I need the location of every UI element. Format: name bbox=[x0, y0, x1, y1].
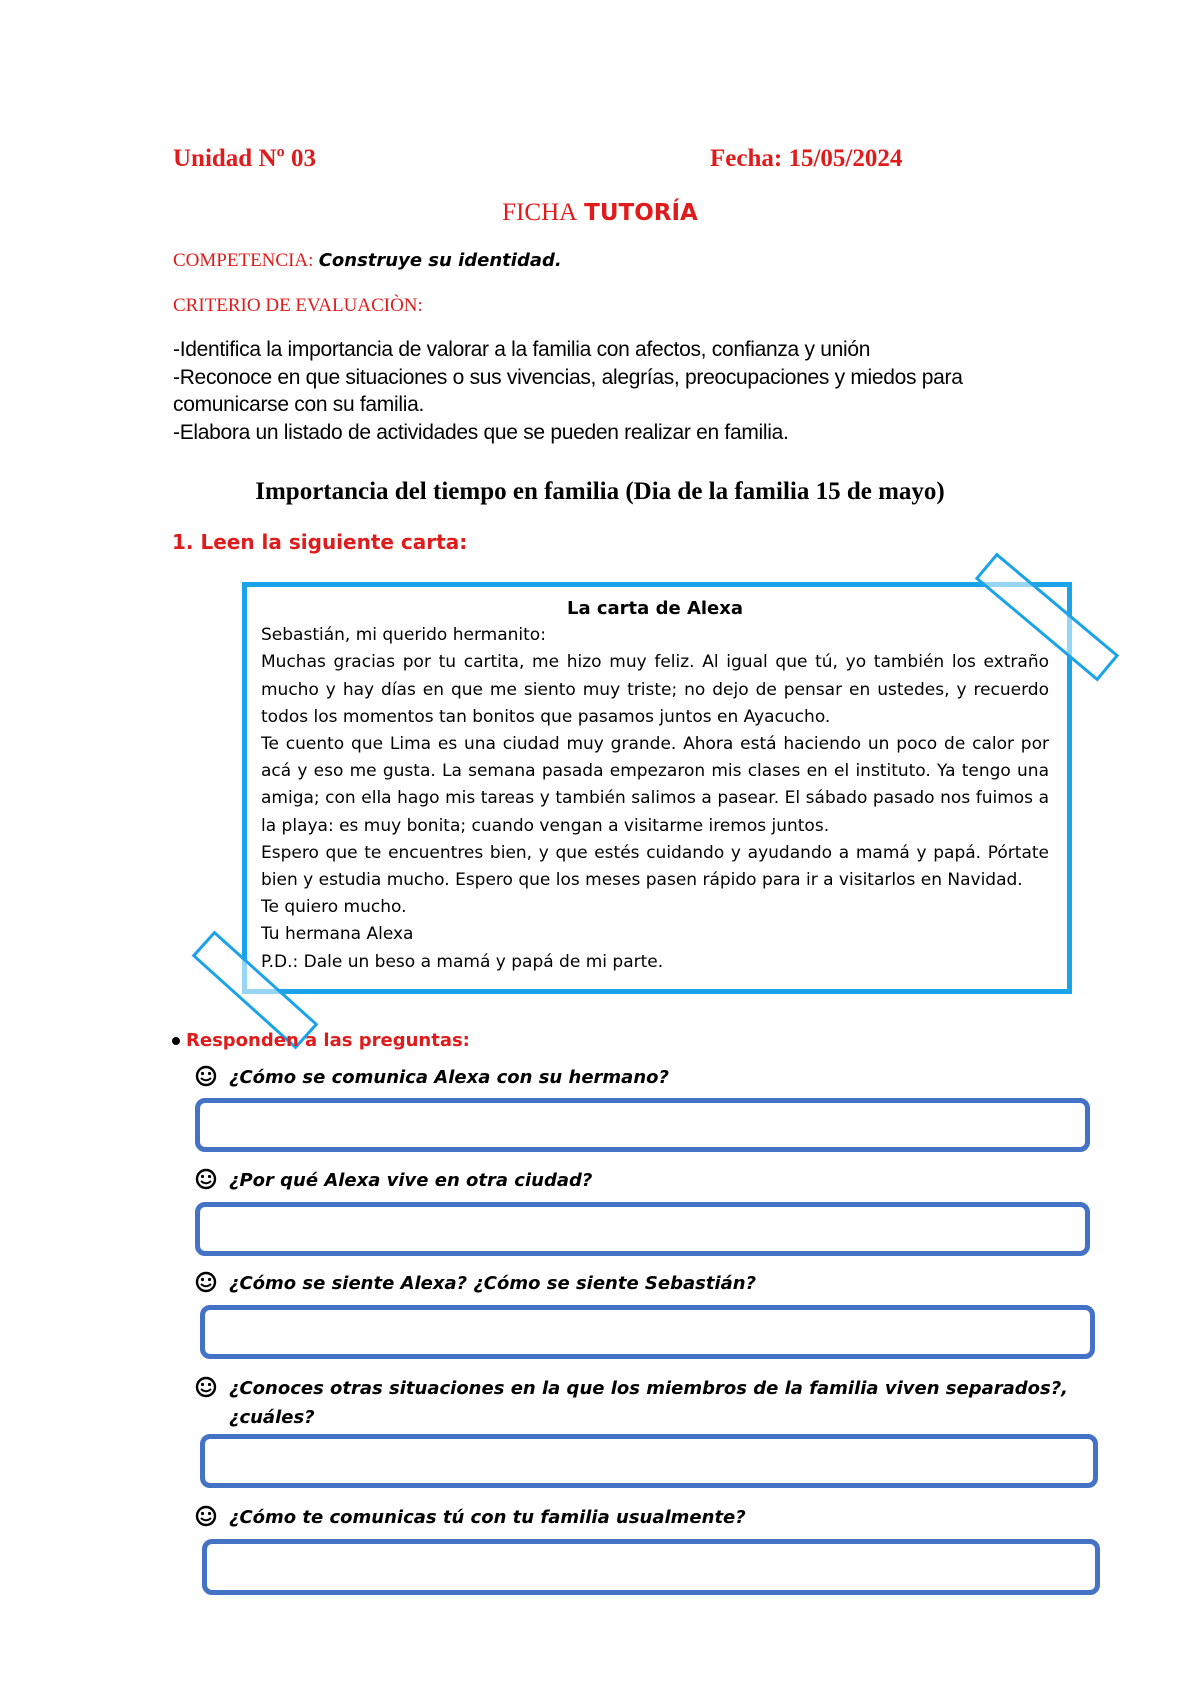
question-text: ¿Cómo se siente Alexa? ¿Cómo se siente Sebastián? bbox=[229, 1273, 757, 1294]
criterio-label: CRITERIO DE EVALUACIÒN: bbox=[173, 295, 423, 316]
letter-signature: Tu hermana Alexa bbox=[261, 924, 414, 945]
page-title bbox=[0, 198, 1200, 227]
smiley-icon bbox=[195, 1505, 217, 1527]
letter-paragraph: Te cuento que Lima es una ciudad muy grande. Ahora está haciendo un poco de calor por acá y eso me gusta. La semana pasada empezaron mis clases en el instituto. Ya tengo una amiga; con ella hago mis tareas y también salimos a pasear. El sábado pasado nos fuimos a la playa: es muy bonita; cuando vengan a visitarme iremos juntos. bbox=[261, 734, 1049, 836]
criterio-list bbox=[173, 336, 973, 446]
letter-closing: Te quiero mucho. bbox=[261, 897, 407, 918]
answer-box[interactable] bbox=[195, 1098, 1090, 1152]
criterio-line: -Elabora un listado de actividades que se pueden realizar en familia. bbox=[173, 420, 789, 444]
answer-box[interactable] bbox=[200, 1305, 1095, 1359]
question-item bbox=[195, 1374, 1145, 1434]
date-label: Fecha: 15/05/2024 bbox=[710, 145, 903, 172]
question-item bbox=[195, 1166, 1145, 1196]
competencia-line bbox=[173, 250, 562, 272]
section-subtitle: Importancia del tiempo en familia (Dia de la familia 15 de mayo) bbox=[255, 478, 945, 505]
competencia-label: COMPETENCIA: bbox=[173, 250, 314, 271]
criterio-line: comunicarse con su familia. bbox=[173, 393, 425, 416]
letter-paragraph: Muchas gracias por tu cartita, me hizo muy feliz. Al igual que tú, yo también los extraño mucho y hay días en que me siento muy triste; no dejo de pensar en ustedes, y recuerdo todos los momentos tan bonitos que pasamos juntos en Ayacucho. bbox=[261, 652, 1049, 727]
smiley-icon bbox=[195, 1168, 217, 1190]
criterio-line: -Identifica la importancia de valorar a la familia con afectos, confianza y unión bbox=[173, 338, 871, 361]
questions-header bbox=[172, 1030, 470, 1051]
letter-box bbox=[242, 582, 1072, 994]
title-part-tutoria: TUTORÍA bbox=[584, 200, 698, 226]
question-text: ¿Conoces otras situaciones en la que los miembros de la familia viven separados?, ¿cuáles? bbox=[229, 1378, 1068, 1428]
letter-greeting: Sebastián, mi querido hermanito: bbox=[261, 625, 546, 646]
letter-title: La carta de Alexa bbox=[566, 598, 744, 619]
unit-label: Unidad Nº 03 bbox=[173, 145, 317, 172]
answer-box[interactable] bbox=[195, 1202, 1090, 1256]
question-text: ¿Cómo te comunicas tú con tu familia usualmente? bbox=[229, 1507, 746, 1528]
competencia-value: Construye su identidad. bbox=[318, 250, 562, 271]
bullet-icon bbox=[172, 1037, 180, 1045]
question-item bbox=[195, 1063, 1145, 1093]
question-text: ¿Por qué Alexa vive en otra ciudad? bbox=[229, 1170, 593, 1191]
smiley-icon bbox=[195, 1065, 217, 1087]
criterio-line: -Reconoce en que situaciones o sus vivencias, alegrías, preocupaciones y miedos para bbox=[173, 365, 963, 389]
step-1-heading: 1. Leen la siguiente carta: bbox=[172, 530, 468, 554]
smiley-icon bbox=[195, 1376, 217, 1398]
letter-postscript: P.D.: Dale un beso a mamá y papá de mi parte. bbox=[261, 951, 664, 972]
letter-paragraph: Espero que te encuentres bien, y que estés cuidando y ayudando a mamá y papá. Pórtate bien y estudia mucho. Espero que los meses pasen rápido para ir a visitarlos en Navidad. bbox=[261, 842, 1049, 891]
question-item bbox=[195, 1503, 1145, 1533]
answer-box[interactable] bbox=[202, 1539, 1100, 1595]
questions-header-text: Responden a las preguntas: bbox=[186, 1030, 470, 1051]
question-item bbox=[195, 1269, 1145, 1299]
title-part-ficha: FICHA bbox=[502, 199, 578, 226]
smiley-icon bbox=[195, 1271, 217, 1293]
question-text: ¿Cómo se comunica Alexa con su hermano? bbox=[229, 1067, 669, 1088]
answer-box[interactable] bbox=[200, 1434, 1098, 1488]
